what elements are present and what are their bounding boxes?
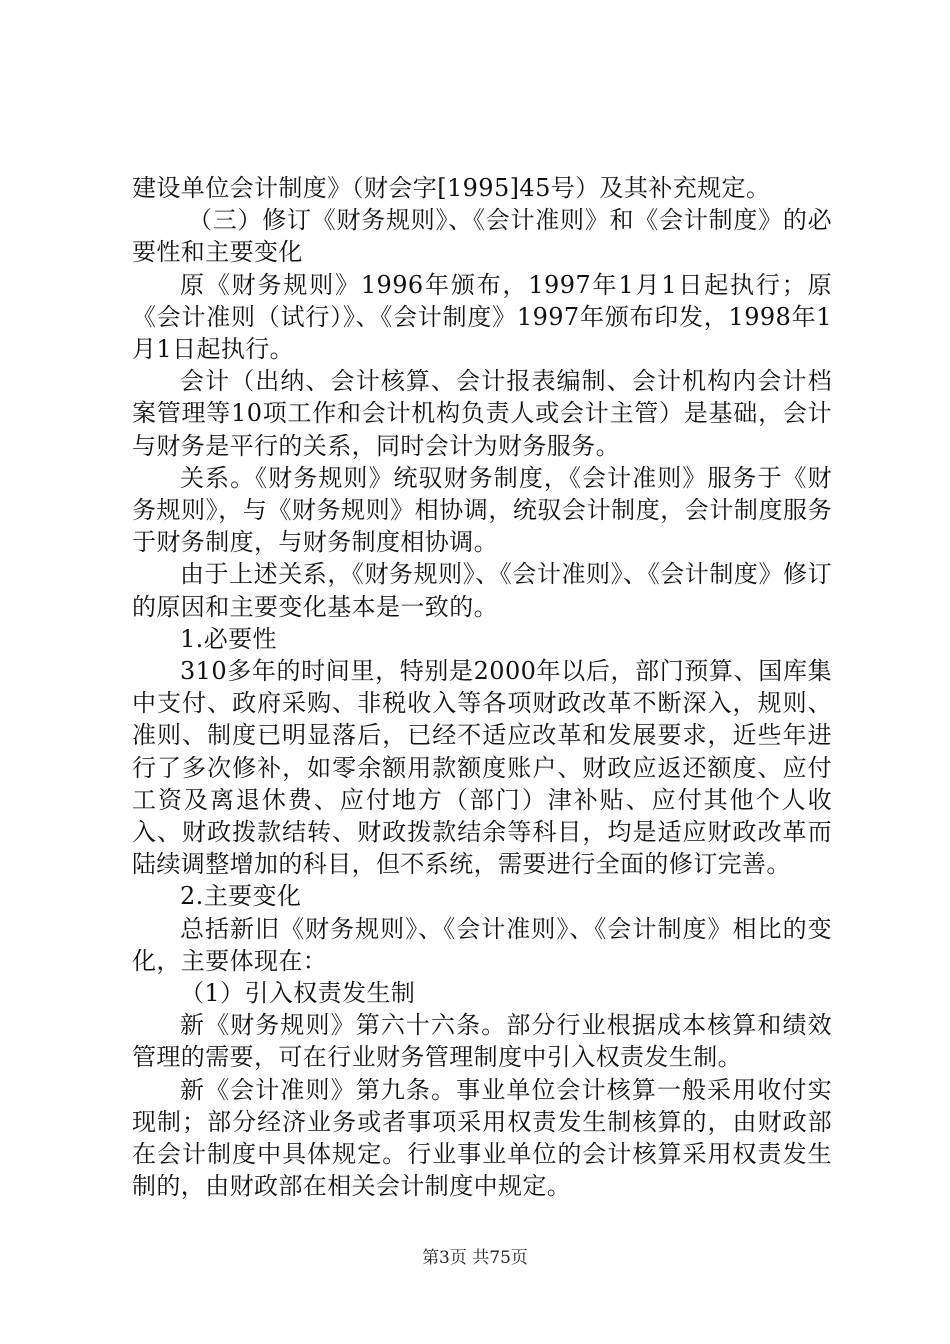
paragraph: 总括新旧《财务规则》、《会计准则》、《会计制度》相比的变化，主要体现在： <box>132 914 832 975</box>
document-body <box>132 172 832 1203</box>
subheading-necessity: 1.必要性 <box>180 624 277 653</box>
section-heading-3: （三）修订《财务规则》、《会计准则》和《会计制度》的必要性和主要变化 <box>132 206 832 267</box>
paragraph: 原《财务规则》1996年颁布，1997年1月1日起执行；原《会计准则（试行）》、《会计制度》1997年颁布印发，1998年1月1日起执行。 <box>132 270 832 364</box>
page-number-footer: 第3页 共75页 <box>422 1248 528 1268</box>
paragraph: 新《会计准则》第九条。事业单位会计核算一般采用收付实现制；部分经济业务或者事项采用权责发生制核算的，由财政部在会计制度中具体规定。行业事业单位的会计核算采用权责发生制的，由财政部在相关会计制度中规定。 <box>132 1075 832 1201</box>
subheading-main-changes: 2.主要变化 <box>180 882 302 911</box>
paragraph: 由于上述关系，《财务规则》、《会计准则》、《会计制度》修订的原因和主要变化基本是一致的。 <box>132 560 832 621</box>
subheading-accrual-basis: （1）引入权责发生制 <box>180 979 416 1008</box>
paragraph: 会计（出纳、会计核算、会计报表编制、会计机构内会计档案管理等10项工作和会计机构负责人或会计主管）是基础，会计与财务是平行的关系，同时会计为财务服务。 <box>132 367 832 460</box>
paragraph: 310多年的时间里，特别是2000年以后，部门预算、国库集中支付、政府采购、非税收入等各项财政改革不断深入，规则、准则、制度已明显落后，已经不适应改革和发展要求，近些年进行了多次修补，如零余额用款额度账户、财政应返还额度、应付工资及离退休费、应付地方（部门）津补贴、应付其他个人收入、财政拨款结转、财政拨款结余等科目，均是适应财政改革而陆续调整增加的科目，但不系统，需要进行全面的修订完善。 <box>132 657 832 879</box>
paragraph-continuation: 建设单位会计制度》（财会字[1995]45号）及其补充规定。 <box>132 174 771 202</box>
paragraph: 关系。《财务规则》统驭财务制度，《会计准则》服务于《财务规则》，与《财务规则》相协调，统驭会计制度，会计制度服务于财务制度，与财务制度相协调。 <box>132 463 832 557</box>
paragraph: 新《财务规则》第六十六条。部分行业根据成本核算和绩效管理的需要，可在行业财务管理制度中引入权责发生制。 <box>132 1011 832 1072</box>
